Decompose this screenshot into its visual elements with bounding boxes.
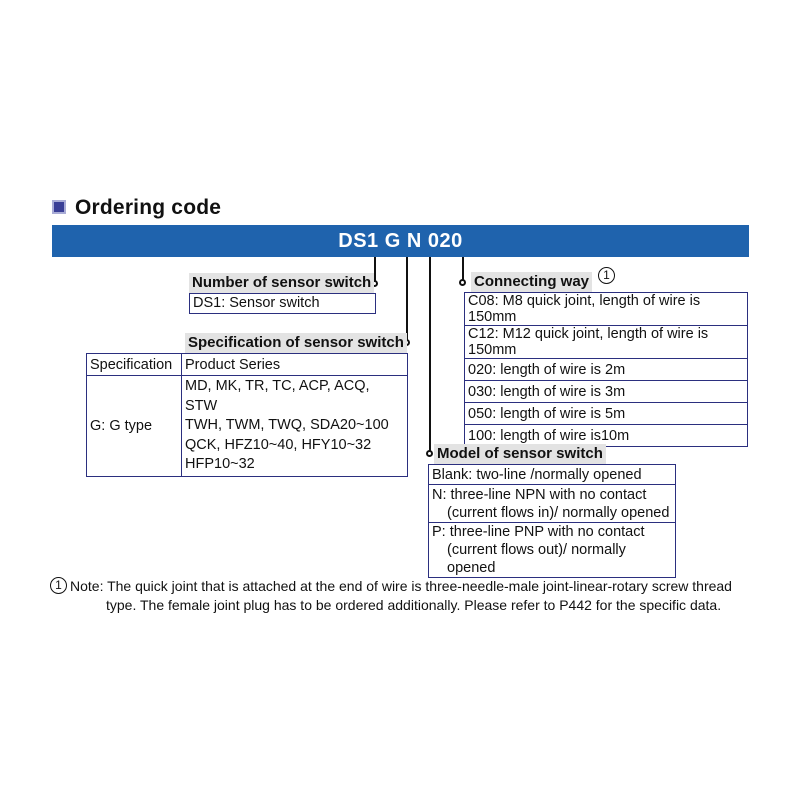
specification-label: Specification of sensor switch — [185, 333, 407, 353]
section-bullet-icon — [52, 200, 66, 214]
code-band — [52, 225, 749, 257]
model-row-text: (current flows in)/ normally opened — [447, 504, 670, 521]
specification-table — [86, 353, 408, 477]
model-row-text: N: three-line NPN with no contact — [432, 486, 647, 503]
leader-dot-model — [426, 450, 433, 457]
footnote-line-2: type. The female joint plug has to be ordered additionally. Please refer to P442 for the specific data. — [106, 597, 722, 613]
footnote-line-1: Note: The quick joint that is attached at the end of wire is three-needle-male joint-linear-rotary screw thread — [70, 578, 732, 594]
note-marker: 1 — [598, 267, 615, 284]
ordering-code: DS1 G N 020 — [338, 230, 463, 252]
connecting-row: 030: length of wire is 3m — [465, 381, 748, 403]
series-line: HFP10~32 — [185, 456, 255, 472]
leader-line-model — [429, 257, 431, 453]
connecting-way-label: Connecting way — [471, 272, 592, 292]
spec-header-product-series: Product Series — [182, 354, 408, 376]
connecting-way-table — [464, 292, 748, 447]
model-row-text: (current flows out)/ normally opened — [447, 542, 626, 576]
model-row — [429, 523, 676, 578]
connecting-row: 020: length of wire is 2m — [465, 359, 748, 381]
model-label: Model of sensor switch — [434, 444, 606, 464]
page-title: Ordering code — [75, 196, 222, 219]
model-row-text: Blank: two-line /normally opened — [432, 466, 642, 483]
number-of-sensor-switch-box — [189, 293, 376, 314]
footnote-marker: 1 — [50, 577, 67, 594]
model-row-text: P: three-line PNP with no contact — [432, 524, 645, 540]
number-of-sensor-switch-label: Number of sensor switch — [189, 273, 374, 293]
connecting-row: C08: M8 quick joint, length of wire is 150mm — [465, 293, 748, 326]
series-line: MD, MK, TR, TC, ACP, ACQ, STW — [185, 378, 370, 414]
leader-line-spec — [406, 257, 408, 343]
spec-row-series — [182, 376, 408, 477]
series-line: QCK, HFZ10~40, HFY10~32 — [185, 436, 372, 453]
model-table — [428, 464, 676, 578]
series-line: TWH, TWM, TWQ, SDA20~100 — [185, 417, 389, 433]
model-row — [429, 485, 676, 523]
number-of-sensor-switch-value: DS1: Sensor switch — [193, 295, 320, 311]
connecting-row: 100: length of wire is10m — [465, 425, 748, 447]
spec-row-type: G: G type — [87, 376, 182, 477]
model-row — [429, 465, 676, 485]
connecting-row: C12: M12 quick joint, length of wire is 150mm — [465, 326, 748, 359]
leader-dot-connect — [459, 279, 466, 286]
spec-header-specification: Specification — [87, 354, 182, 376]
connecting-row: 050: length of wire is 5m — [465, 403, 748, 425]
